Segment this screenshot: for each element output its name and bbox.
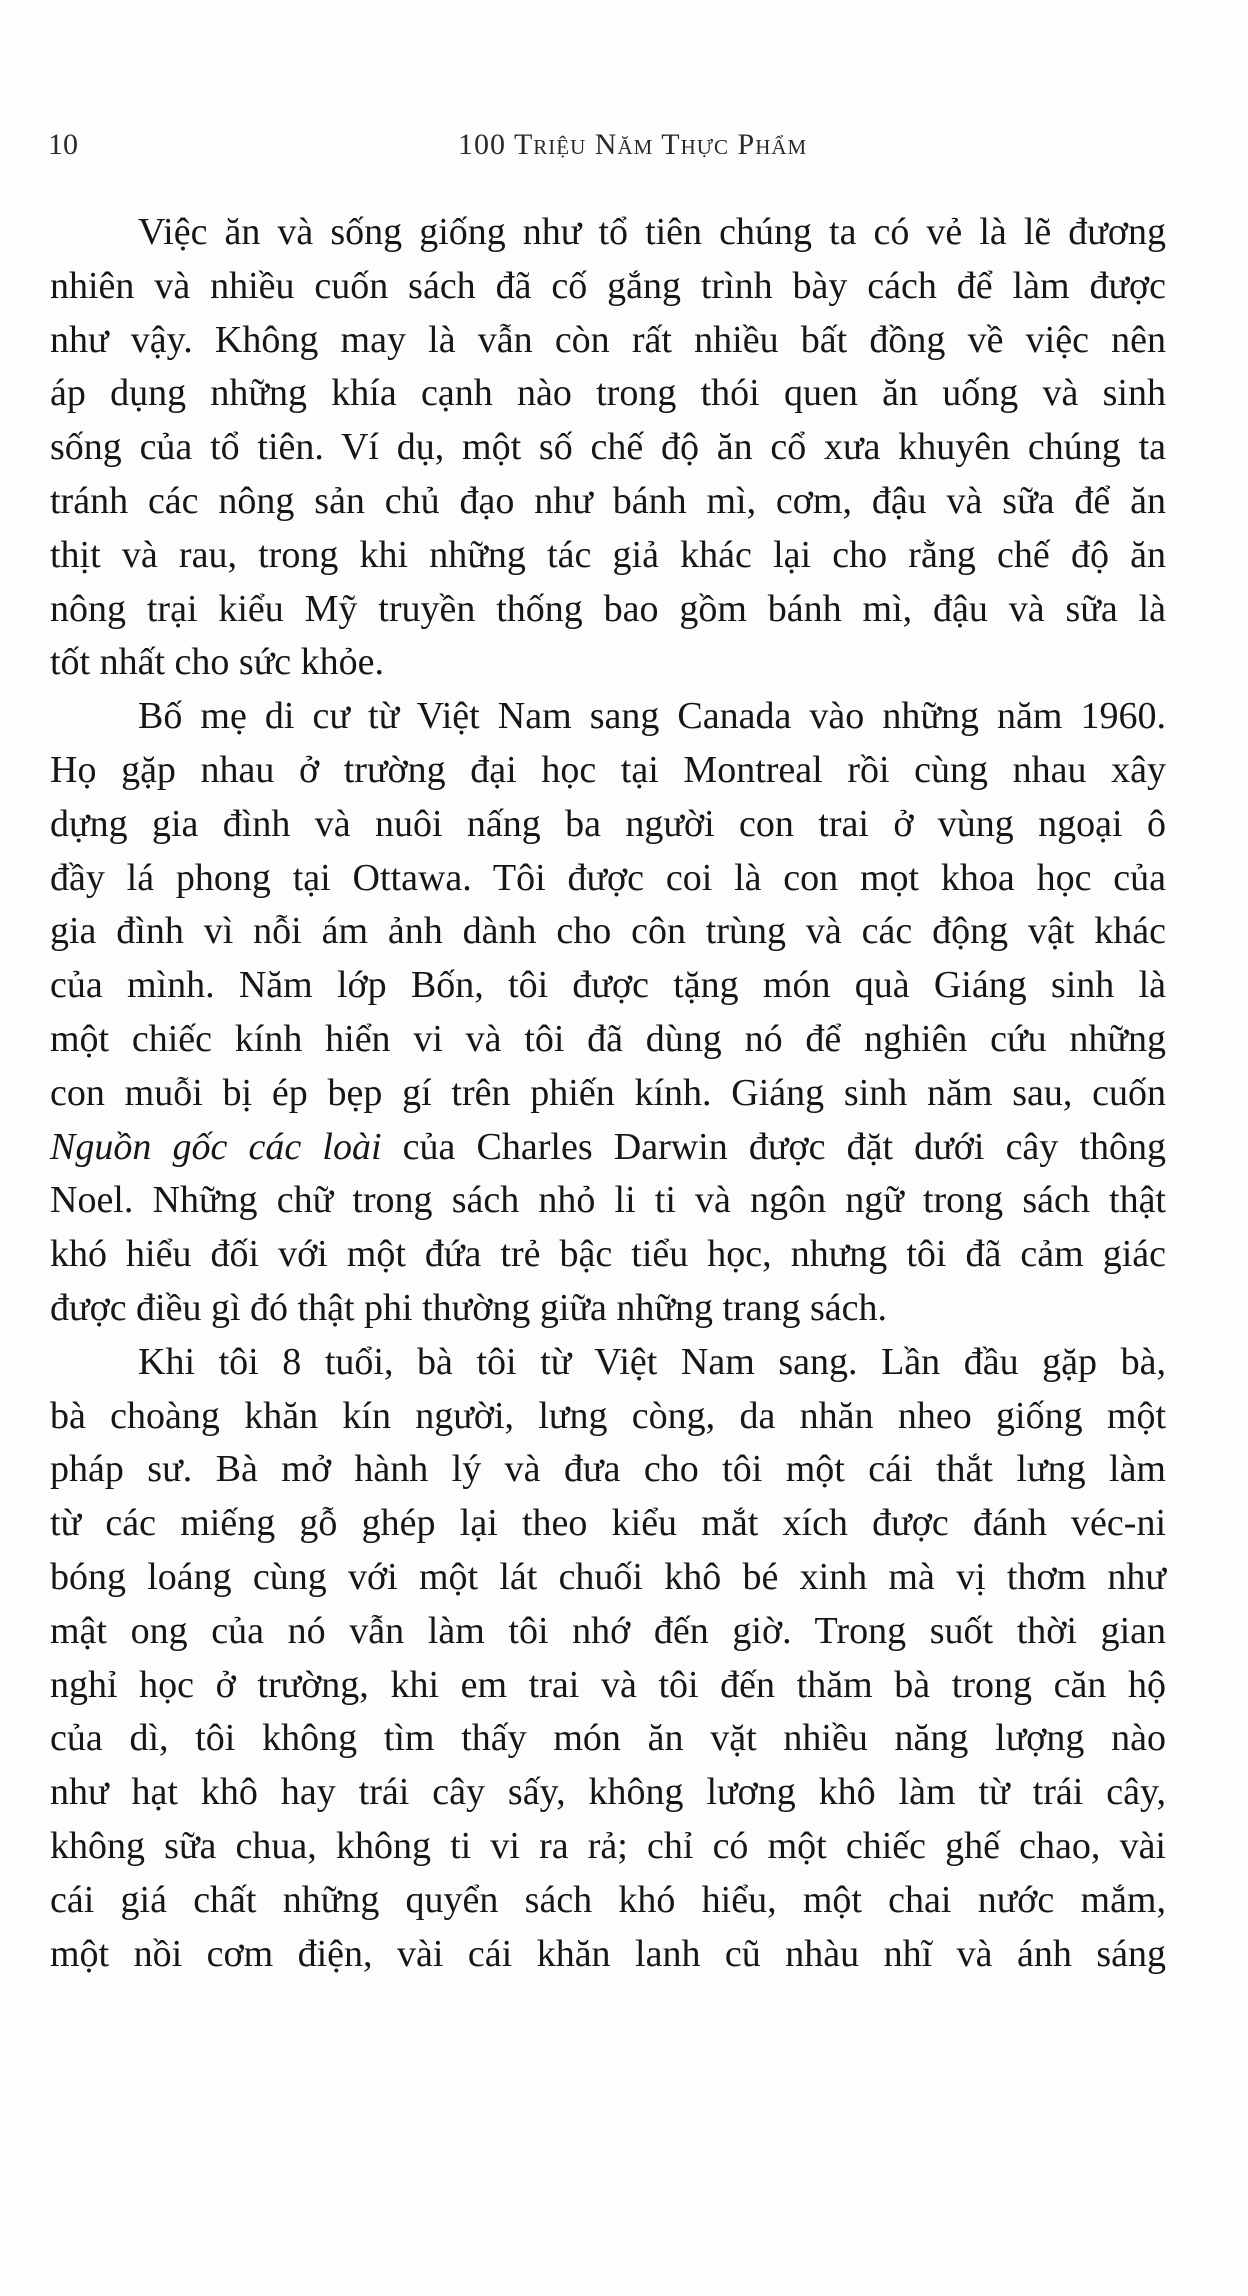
text-line: đầy lá phong tại Ottawa. Tôi được coi là con mọt khoa học của xyxy=(50,856,1166,899)
text-line: tránh các nông sản chủ đạo như bánh mì, cơm, đậu và sữa để ăn xyxy=(50,479,1166,522)
text-line: bà choàng khăn kín người, lưng còng, da nhăn nheo giống một xyxy=(50,1394,1166,1437)
book-title: 100 Triệu Năm Thực Phẩm xyxy=(458,128,808,161)
text-line: nông trại kiểu Mỹ truyền thống bao gồm bánh mì, đậu và sữa là xyxy=(50,587,1166,630)
text-fragment: của Charles Darwin được đặt dưới cây thông xyxy=(402,1125,1167,1168)
page-number: 10 xyxy=(48,128,78,161)
text-line: sống của tổ tiên. Ví dụ, một số chế độ ăn cổ xưa khuyên chúng ta xyxy=(50,426,1166,469)
text-line: thịt và rau, trong khi những tác giả khác lại cho rằng chế độ ăn xyxy=(50,533,1166,576)
text-line: được điều gì đó thật phi thường giữa những trang sách. xyxy=(50,1286,888,1329)
text-line: không sữa chua, không ti vi ra rả; chỉ có một chiếc ghế chao, vài xyxy=(50,1824,1166,1867)
text-line: cái giá chất những quyển sách khó hiểu, một chai nước mắm, xyxy=(50,1878,1166,1921)
text-line: Việc ăn và sống giống như tổ tiên chúng ta có vẻ là lẽ đương xyxy=(138,211,1166,253)
text-line: nhiên và nhiều cuốn sách đã cố gắng trình bày cách để làm được xyxy=(50,264,1166,307)
running-header xyxy=(48,128,1168,168)
text-line: bóng loáng cùng với một lát chuối khô bé xinh mà vị thơm như xyxy=(50,1555,1166,1598)
text-line: của dì, tôi không tìm thấy món ăn vặt nhiều năng lượng nào xyxy=(50,1717,1166,1760)
text-line: tốt nhất cho sức khỏe. xyxy=(50,641,385,684)
text-line: một chiếc kính hiển vi và tôi đã dùng nó để nghiên cứu những xyxy=(50,1017,1166,1060)
paragraph-2 xyxy=(50,690,1166,1336)
text-line: gia đình vì nỗi ám ảnh dành cho côn trùng và các động vật khác xyxy=(50,910,1166,953)
text-line-with-title xyxy=(50,1121,1166,1175)
text-line: như vậy. Không may là vẫn còn rất nhiều bất đồng về việc nên xyxy=(50,318,1166,361)
text-line: áp dụng những khía cạnh nào trong thói quen ăn uống và sinh xyxy=(50,372,1166,415)
book-title-italic: Nguồn gốc các loài xyxy=(50,1125,382,1168)
text-line: Họ gặp nhau ở trường đại học tại Montreal rồi cùng nhau xây xyxy=(50,748,1166,791)
text-line: một nồi cơm điện, vài cái khăn lanh cũ nhàu nhĩ và ánh sáng xyxy=(50,1932,1166,1975)
paragraph-1 xyxy=(50,206,1166,690)
text-line: Khi tôi 8 tuổi, bà tôi từ Việt Nam sang. Lần đầu gặp bà, xyxy=(138,1340,1166,1383)
paragraph-3 xyxy=(50,1336,1166,1982)
text-line: Bố mẹ di cư từ Việt Nam sang Canada vào những năm 1960. xyxy=(138,695,1166,738)
body-text xyxy=(50,206,1166,1981)
text-line: mật ong của nó vẫn làm tôi nhớ đến giờ. Trong suốt thời gian xyxy=(50,1609,1166,1652)
text-line: nghỉ học ở trường, khi em trai và tôi đến thăm bà trong căn hộ xyxy=(50,1663,1166,1706)
text-line: dựng gia đình và nuôi nấng ba người con trai ở vùng ngoại ô xyxy=(50,802,1166,845)
text-line: từ các miếng gỗ ghép lại theo kiểu mắt xích được đánh véc-ni xyxy=(50,1502,1166,1545)
text-line: Noel. Những chữ trong sách nhỏ li ti và ngôn ngữ trong sách thật xyxy=(50,1179,1166,1222)
text-line: pháp sư. Bà mở hành lý và đưa cho tôi một cái thắt lưng làm xyxy=(50,1448,1166,1491)
text-line: như hạt khô hay trái cây sấy, không lương khô làm từ trái cây, xyxy=(50,1771,1166,1814)
text-line: của mình. Năm lớp Bốn, tôi được tặng món quà Giáng sinh là xyxy=(50,964,1166,1007)
text-line: khó hiểu đối với một đứa trẻ bậc tiểu học, nhưng tôi đã cảm giác xyxy=(50,1233,1166,1276)
text-line: con muỗi bị ép bẹp gí trên phiến kính. Giáng sinh năm sau, cuốn xyxy=(50,1071,1166,1114)
